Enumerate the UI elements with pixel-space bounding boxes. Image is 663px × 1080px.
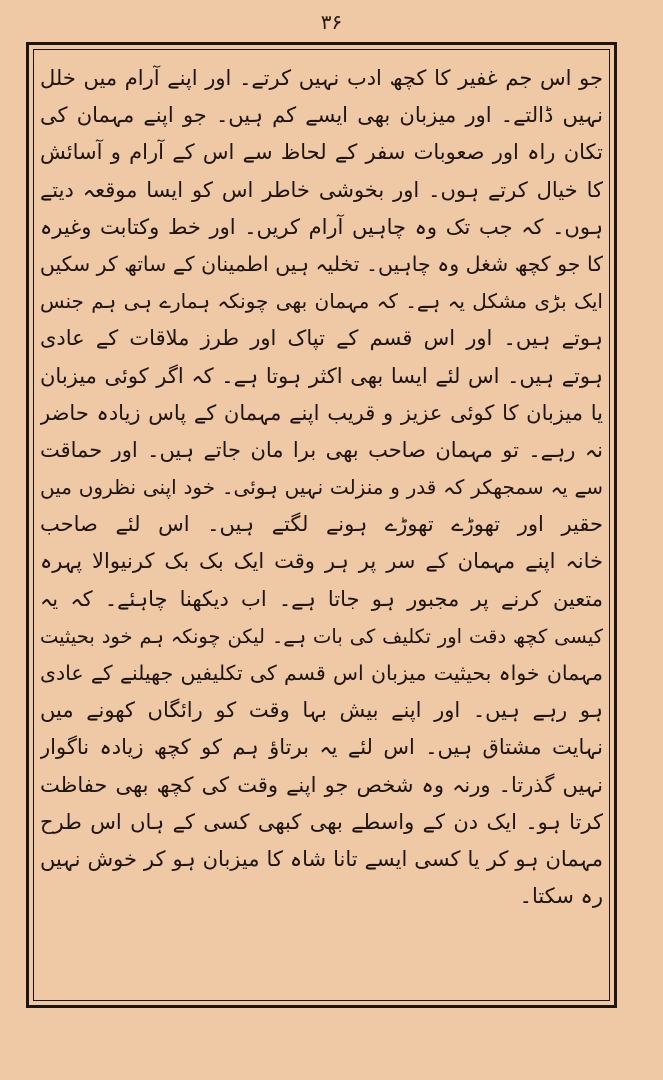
- text-line-12: سے یہ سمجھکر کہ قدر و منزلت نہیں ہوئی۔ خود اپنی نظروں میں: [40, 475, 603, 500]
- text-line-5: ہوں۔ کہ جب تک وہ چاہیں آرام کریں۔ اور خط وکتابت وغیرہ: [40, 214, 603, 239]
- text-line-4: کا خیال کرتے ہوں۔ اور بخوشی خاطر اس کو ایسا موقعہ دیتے: [40, 177, 603, 202]
- text-line-9: ہوتے ہیں۔ اس لئے ایسا بھی اکثر ہوتا ہے۔ کہ اگر کوئی میزبان: [40, 363, 603, 388]
- text-line-8: ہوتے ہیں۔ اور اس قسم کے تپاک اور طرز ملاقات کے عادی: [40, 326, 603, 351]
- text-line-19: نہایت مشتاق ہیں۔ اس لئے یہ برتاؤ ہم کو کچھ زیادہ ناگوار: [40, 735, 603, 760]
- text-line-6: کا جو کچھ شغل وہ چاہیں۔ تخلیہ ہیں اطمینان کے ساتھ کر سکیں: [40, 251, 603, 276]
- text-line-13: حقیر اور تھوڑے تھوڑے ہونے لگتے ہیں۔ اس لئے صاحب: [40, 512, 603, 537]
- text-line-15: متعین کرنے پر مجبور ہو جاتا ہے۔ اب دیکھنا چاہئے۔ کہ یہ: [40, 586, 603, 611]
- text-line-1: جو اس جم غفیر کا کچھ ادب نہیں کرتے۔ اور اپنے آرام میں خلل: [40, 66, 603, 90]
- page-number: ۳۶: [320, 10, 343, 34]
- text-line-16: کیسی کچھ دقت اور تکلیف کی بات ہے۔ لیکن چونکہ ہم خود بحیثیت: [40, 624, 603, 648]
- text-line-14: خانہ اپنے مہمان کے سر پر ہر وقت ایک بک بک کرنیوالا پہرہ: [40, 549, 603, 574]
- text-line-22: مہمان ہو کر یا کسی ایسے تانا شاہ کا میزبان ہو کر خوش نہیں: [40, 846, 603, 871]
- text-line-10: یا میزبان کا کوئی عزیز و قریب اپنے مہمان کے پاس زیادہ حاضر: [40, 400, 603, 425]
- text-line-21: کرتا ہو۔ ایک دن کے واسطے بھی کبھی کسی کے ہاں اس طرح: [40, 809, 603, 834]
- text-line-2: نہیں ڈالتے۔ اور میزبان بھی ایسے کم ہیں۔ جو اپنے مہمان کی: [40, 103, 603, 128]
- text-line-7: ایک بڑی مشکل یہ ہے۔ کہ مہمان بھی چونکہ ہمارے ہی ہم جنس: [40, 289, 603, 314]
- body-text: [40, 60, 603, 990]
- text-line-20: نہیں گذرتا۔ ورنہ وہ شخص جو اپنے وقت کی کچھ بھی حفاظت: [40, 772, 603, 797]
- text-line-23: رہ سکتا۔: [519, 884, 603, 909]
- text-line-17: مہمان خواہ بحیثیت میزبان اس قسم کی تکلیفیں جھیلنے کے عادی: [40, 661, 603, 685]
- text-line-18: ہو رہے ہیں۔ اور اپنے بیش بہا وقت کو رائگاں کھونے میں: [40, 698, 603, 723]
- text-line-3: تکان راہ اور صعوبات سفر کے لحاظ سے اس کے آرام و آسائش: [40, 140, 603, 165]
- text-line-11: نہ رہے۔ تو مہمان صاحب بھی برا مان جاتے ہیں۔ اور حماقت: [40, 437, 603, 462]
